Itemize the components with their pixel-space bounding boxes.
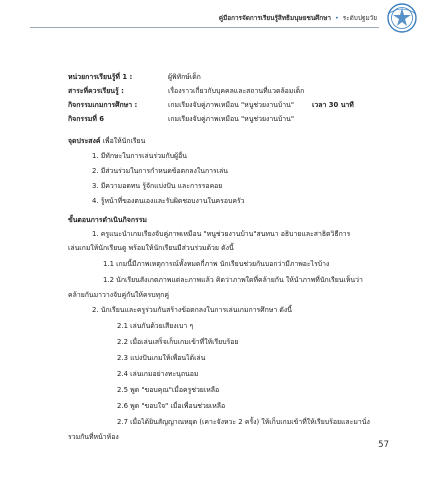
activity-label: กิจกรรมเกมการศึกษา : — [68, 101, 138, 109]
time-label: เวลา 30 นาที — [312, 101, 354, 109]
activity-value: เกมเรียงจับคู่ภาพเหมือน "หนูช่วยงานบ้าน" — [168, 101, 295, 109]
procedure-step: 2. นักเรียนและครูร่วมกันสร้างข้อตกลงในการเล่นเกมการศึกษา ดังนี้ — [92, 306, 292, 314]
procedure-substep-cont: คล้ายกันมาวางจับคู่กันให้ครบทุกคู่ — [68, 291, 169, 299]
procedure-step: 1. ครูแนะนำเกมเรียงจับคู่ภาพเหมือน "หนูช่วยงานบ้าน"สนทนา อธิบายและสาธิตวิธีการ — [92, 230, 351, 238]
procedure-substep: 1.2 นักเรียนสังเกตภาพแต่ละภาพแล้ว คิดว่าภาพใดที่คล้ายกัน ให้นำภาพที่นักเรียนเห็นว่า — [103, 276, 363, 284]
procedure-substep: 1.1 เกมนี้มีภาพเหตุการณ์ทั้งหมดกี่ภาพ นักเรียนช่วยกันบอกว่ามีภาพอะไรบ้าง — [103, 260, 330, 268]
objective-item: 4. รู้หน้าที่ของตนเองและรับผิดชอบงานในครอบครัว — [92, 197, 245, 205]
procedure-substep-cont: รวมกันที่หน้าห้อง — [68, 433, 119, 441]
unit-label: หน่วยการเรียนรู้ที่ 1 : — [68, 73, 133, 81]
unit-value: ผู้พิทักษ์เด็ก — [168, 73, 201, 81]
topic-label: สาระที่ควรเรียนรู้ : — [68, 87, 124, 95]
procedure-substep: 2.1 เล่นกันด้วยเสียงเบา ๆ — [117, 322, 194, 330]
procedure-step-cont: เล่นเกมให้นักเรียนดู พร้อมให้นักเรียนมีส่วนร่วมด้วย ดังนี้ — [68, 244, 234, 252]
procedure-substep: 2.5 พูด "ขอบคุณ"เมื่อครูช่วยเหลือ — [117, 386, 220, 394]
procedure-substep: 2.6 พูด "ขอบใจ" เมื่อเพื่อนช่วยเหลือ — [117, 402, 226, 410]
procedure-heading: ขั้นตอนการดำเนินกิจกรรม — [68, 216, 147, 224]
objective-item: 2. มีส่วนร่วมในการกำหนดข้อตกลงในการเล่น — [92, 167, 228, 175]
procedure-substep: 2.2 เมื่อเล่นเสร็จเก็บเกมเข้าที่ให้เรียบร้อย — [117, 338, 239, 346]
objectives-heading-line — [68, 136, 145, 146]
activity6-value: เกมเรียงจับคู่ภาพเหมือน "หนูช่วยงานบ้าน" — [168, 115, 295, 123]
header-title: คู่มือการจัดการเรียนรู้สิทธิมนุษยชนศึกษา — [218, 14, 331, 22]
header-separator: • — [334, 14, 339, 22]
procedure-substep: 2.7 เมื่อได้ยินสัญญาณหยุด (เคาะจังหวะ 2 ครั้ง) ให้เก็บเกมเข้าที่ให้เรียบร้อยและมานั่ง — [117, 418, 370, 426]
procedure-substep: 2.4 เล่นเกมอย่างทะนุถนอม — [117, 370, 199, 378]
page-number: 57 — [378, 440, 389, 450]
objectives-heading-rest: เพื่อให้นักเรียน — [102, 137, 146, 145]
objective-item: 1. มีทักษะในการเล่นร่วมกับผู้อื่น — [92, 152, 187, 160]
header-level: ระดับปฐมวัย — [342, 14, 377, 22]
objectives-heading: จุดประสงค์ — [68, 137, 101, 145]
activity6-label: กิจกรรมที่ 6 — [68, 115, 105, 123]
procedure-substep: 2.3 แบ่งปันเกมให้เพื่อนได้เล่น — [117, 354, 206, 362]
topic-value: เรื่องราวเกี่ยวกับบุคคลและสถานที่แวดล้อมเด็ก — [168, 87, 305, 95]
objective-item: 3. มีความอดทน รู้จักแบ่งปัน และการรอคอย — [92, 182, 223, 190]
